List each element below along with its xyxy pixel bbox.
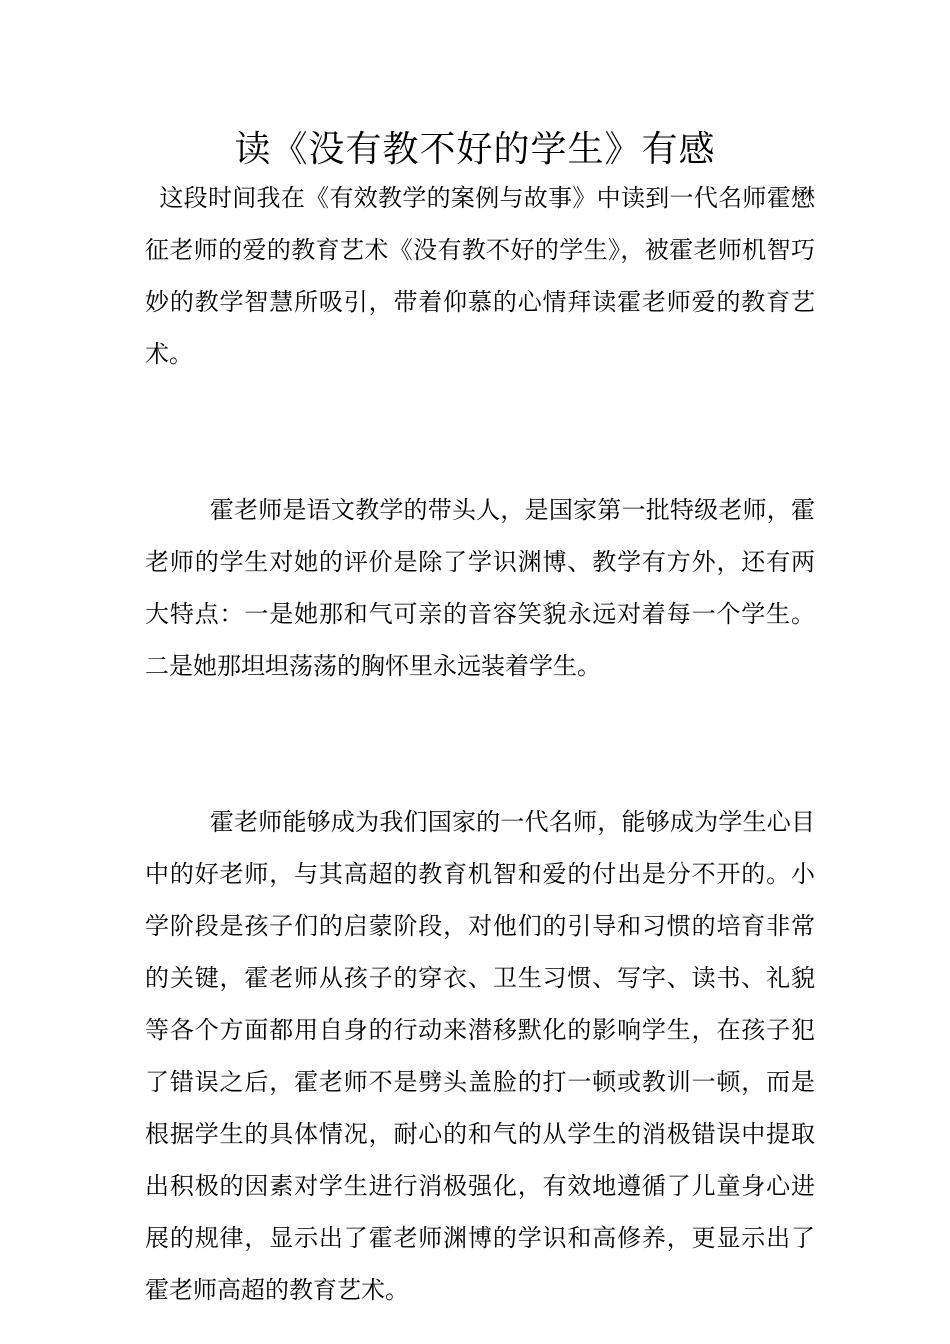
document-title: 读《没有教不好的学生》有感	[234, 129, 716, 170]
paragraph-3: 霍老师能够成为我们国家的一代名师，能够成为学生心目中的好老师，与其高超的教育机智和爱的付出是分不开的。小学阶段是孩子们的启蒙阶段，对他们的引导和习惯的培育非常的关键，霍老师从孩子的穿衣、卫生习惯、写字、读书、礼貌等各个方面都用自身的行动来潜移默化的影响学生，在孩子犯了错误之后，霍老师不是劈头盖脸的打一顿或教训一顿，而是根据学生的具体情况，耐心的和气的从学生的消极错误中提取出积极的因素对学生进行消极强化，有效地遵循了儿童身心进展的规律，显示出了霍老师渊博的学识和高修养，更显示出了霍老师高超的教育艺术。	[145, 808, 815, 1304]
paragraph-2: 霍老师是语文教学的带头人，是国家第一批特级老师，霍老师的学生对她的评价是除了学识渊博、教学有方外，还有两大特点：一是她那和气可亲的音容笑貌永远对着每一个学生。二是她那坦坦荡荡的胸怀里永远装着学生。	[145, 496, 815, 680]
document-body	[145, 172, 815, 1316]
paragraph-1: 这段时间我在《有效教学的案例与故事》中读到一代名师霍懋征老师的爱的教育艺术《没有教不好的学生》，被霍老师机智巧妙的教学智慧所吸引，带着仰慕的心情拜读霍老师爱的教育艺术。	[145, 184, 815, 368]
